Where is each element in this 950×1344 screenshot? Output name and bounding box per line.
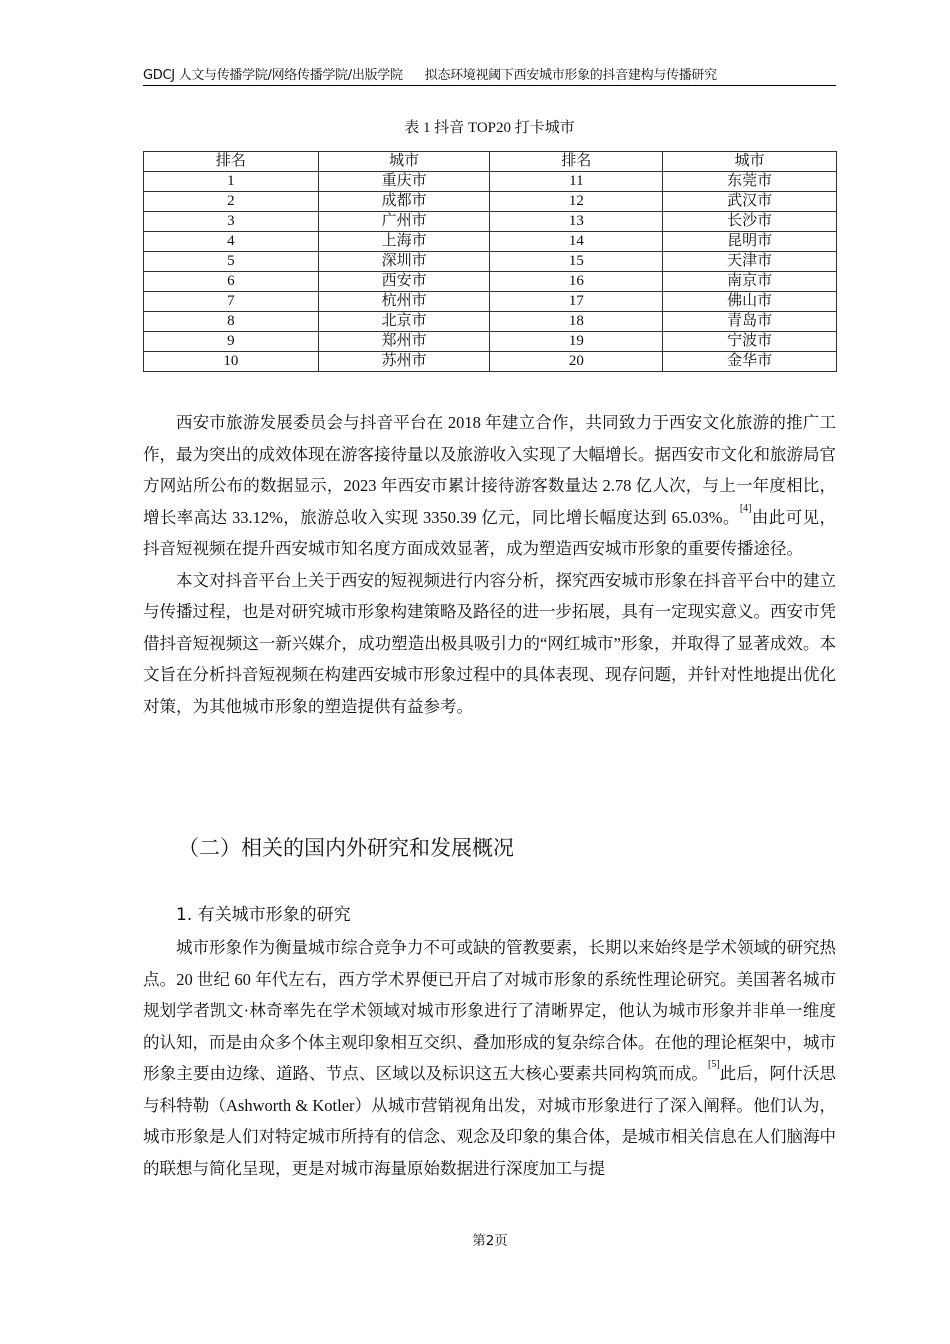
rank-cell: 7	[144, 292, 319, 312]
table-row	[144, 352, 837, 372]
rank-cell: 5	[144, 252, 319, 272]
rank-cell: 9	[144, 332, 319, 352]
rank-cell: 19	[490, 332, 663, 352]
city-cell: 苏州市	[318, 352, 490, 372]
paragraph-text: 此后，阿什沃思与科特勒（Ashworth & Kotler）从城市营销视角出发，对城市形象进行了深入阐释。他们认为，城市形象是人们对特定城市所持有的信念、观念及印象的集合体，是城市相关信息在人们脑海中的联想与简化呈现，更是对城市海量原始数据进行深度加工与提	[143, 1064, 837, 1178]
city-cell: 杭州市	[318, 292, 490, 312]
subsection-heading: 1. 有关城市形象的研究	[176, 905, 351, 925]
rank-cell: 13	[490, 212, 663, 232]
paragraph: 本文对抖音平台上关于西安的短视频进行内容分析，探究西安城市形象在抖音平台中的建立与传播过程，也是对研究城市形象构建策略及路径的进一步拓展，具有一定现实意义。西安市凭借抖音短视频这一新兴媒介，成功塑造出极具吸引力的“网红城市”形象，并取得了显著成效。本文旨在分析抖音短视频在构建西安城市形象过程中的具体表现、现存问题，并针对性地提出优化对策，为其他城市形象的塑造提供有益参考。	[143, 570, 836, 716]
rank-cell: 20	[490, 352, 663, 372]
table-row	[144, 232, 837, 252]
city-cell: 深圳市	[318, 252, 490, 272]
table-row	[144, 292, 837, 312]
city-cell: 昆明市	[663, 232, 837, 252]
table-row	[144, 332, 837, 352]
column-header: 排名	[490, 152, 663, 172]
table-row	[144, 312, 837, 332]
table-row	[144, 212, 837, 232]
column-header: 排名	[144, 152, 319, 172]
table-row	[144, 192, 837, 212]
rank-cell: 6	[144, 272, 319, 292]
column-header: 城市	[663, 152, 837, 172]
paragraph-text: 城市形象作为衡量城市综合竞争力不可或缺的管教要素，长期以来始终是学术领域的研究热点。20 世纪 60 年代左右，西方学术界便已开启了对城市形象的系统性理论研究。美国著名城市规划学者凯文·林奇率先在学术领域对城市形象进行了清晰界定，他认为城市形象并非单一维度的认知，而是由众多个体主观印象相互交织、叠加形成的复杂综合体。在他的理论框架中，城市形象主要由边缘、道路、节点、区域以及标识这五大核心要素共同构筑而成。	[143, 938, 836, 1083]
page-number: 第2页	[472, 1233, 508, 1249]
city-cell: 郑州市	[318, 332, 490, 352]
table-row	[144, 252, 837, 272]
city-cell: 佛山市	[663, 292, 837, 312]
city-cell: 长沙市	[663, 212, 837, 232]
table-header-row	[144, 152, 837, 172]
section-heading: （二）相关的国内外研究和发展概况	[178, 836, 514, 860]
rank-cell: 1	[144, 172, 319, 192]
rank-cell: 18	[490, 312, 663, 332]
city-cell: 青岛市	[663, 312, 837, 332]
city-cell: 武汉市	[663, 192, 837, 212]
column-header: 城市	[318, 152, 490, 172]
body-section-research	[143, 932, 836, 1184]
city-cell: 宁波市	[663, 332, 837, 352]
paragraph	[143, 932, 836, 1184]
city-cell: 西安市	[318, 272, 490, 292]
city-cell: 重庆市	[318, 172, 490, 192]
rank-cell: 8	[144, 312, 319, 332]
rank-cell: 10	[144, 352, 319, 372]
citation-ref: [5]	[708, 1059, 720, 1070]
table-row	[144, 272, 837, 292]
city-cell: 东莞市	[663, 172, 837, 192]
citation-ref: [4]	[739, 502, 752, 514]
rank-cell: 4	[144, 232, 319, 252]
city-cell: 金华市	[663, 352, 837, 372]
running-header	[143, 66, 836, 86]
header-title: 拟态环境视阈下西安城市形象的抖音建构与传播研究	[424, 68, 717, 83]
table-row	[144, 172, 837, 192]
header-rule	[143, 85, 836, 86]
header-institution: GDCJ 人文与传播学院/网络传播学院/出版学院	[143, 68, 403, 83]
body-section-intro	[143, 407, 836, 722]
paragraph	[143, 407, 836, 565]
city-cell: 成都市	[318, 192, 490, 212]
city-cell: 天津市	[663, 252, 837, 272]
rank-cell: 3	[144, 212, 319, 232]
paragraph-text: 西安市旅游发展委员会与抖音平台在 2018 年建立合作，共同致力于西安文化旅游的推广工作，最为突出的成效体现在游客接待量以及旅游收入实现了大幅增长。据西安市文化和旅游局官方网站所公布的数据显示，2023 年西安市累计接待游客数量达 2.78 亿人次，与上一年度相比，增长率高达 33.12%，旅游总收入实现 3350.39 亿元，同比增长幅度达到 65.03%。	[143, 413, 836, 527]
rank-cell: 12	[490, 192, 663, 212]
city-cell: 北京市	[318, 312, 490, 332]
rank-cell: 15	[490, 252, 663, 272]
city-cell: 广州市	[318, 212, 490, 232]
rank-cell: 11	[490, 172, 663, 192]
rank-cell: 17	[490, 292, 663, 312]
rank-cell: 16	[490, 272, 663, 292]
city-cell: 上海市	[318, 232, 490, 252]
rank-cell: 14	[490, 232, 663, 252]
rank-cell: 2	[144, 192, 319, 212]
city-cell: 南京市	[663, 272, 837, 292]
paragraph-text: 由此可见，抖音短视频在提升西安城市知名度方面成效显著，成为塑造西安城市形象的重要传播途径。	[143, 507, 836, 558]
top20-cities-table	[143, 151, 837, 372]
table-caption: 表 1 抖音 TOP20 打卡城市	[404, 120, 575, 136]
